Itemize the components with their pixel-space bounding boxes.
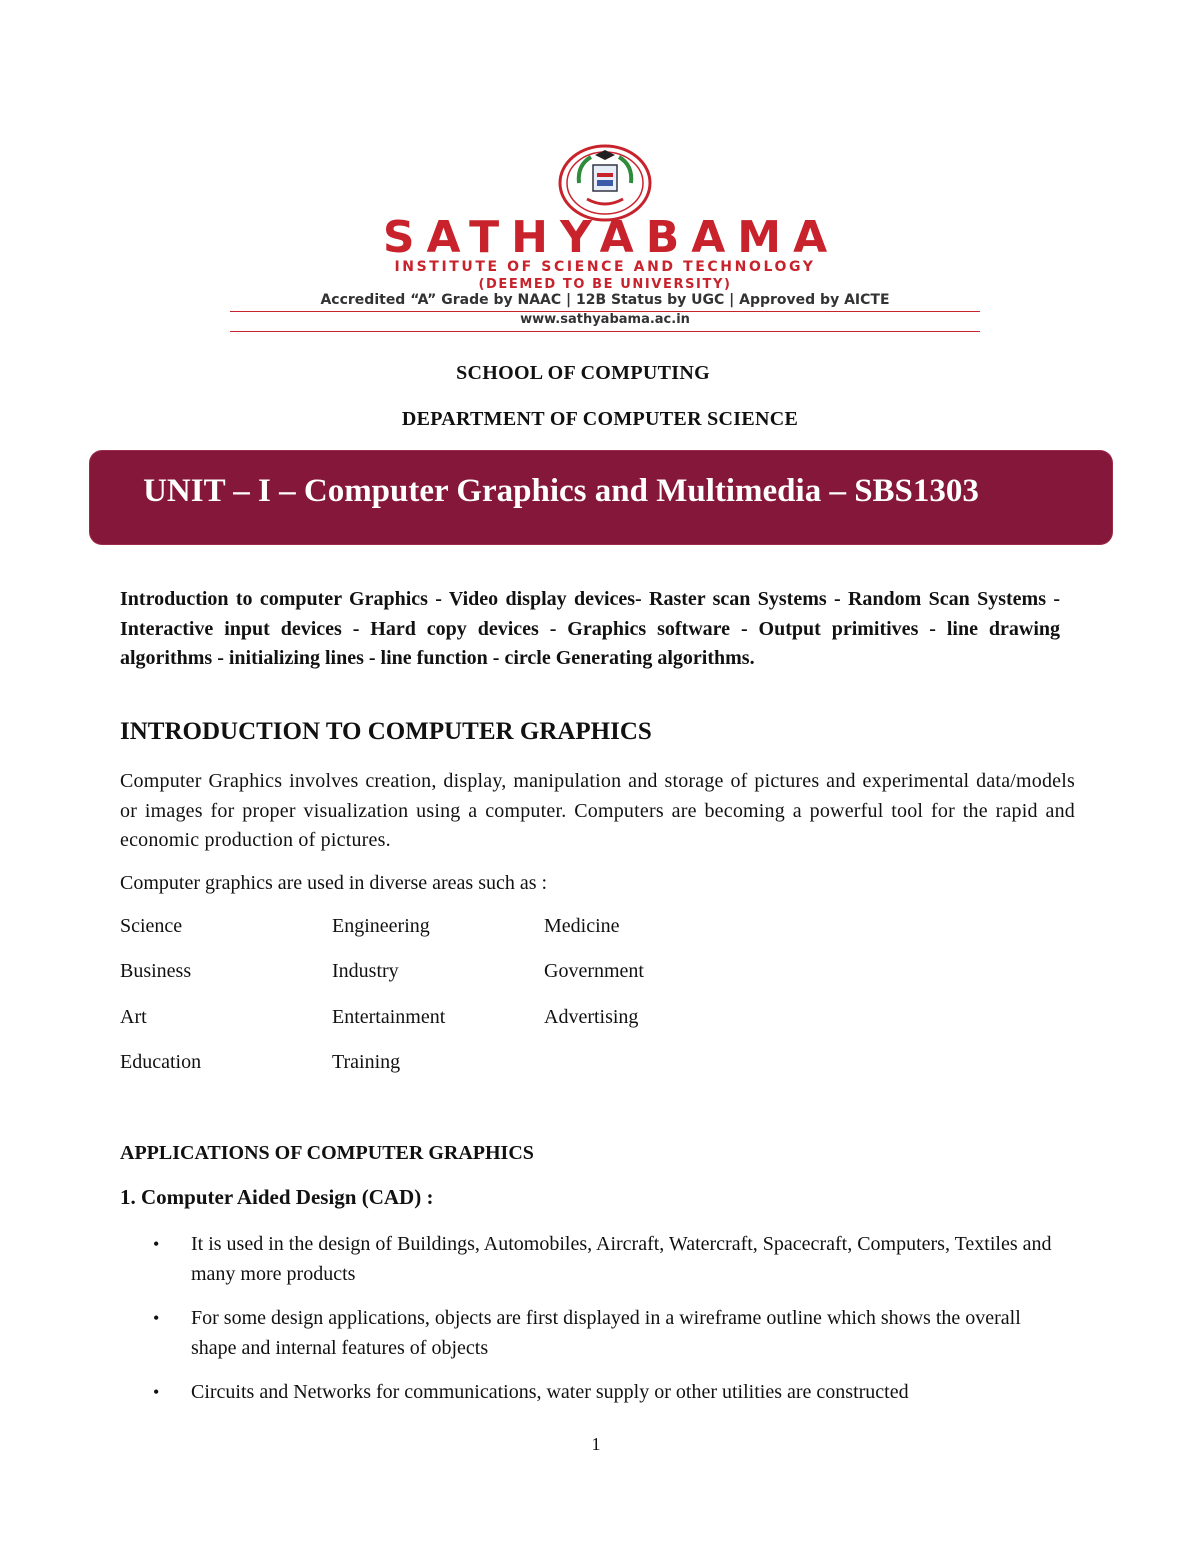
- logo-subtitle: INSTITUTE OF SCIENCE AND TECHNOLOGY: [394, 259, 816, 275]
- unit-topics: Introduction to computer Graphics - Video display devices- Raster scan Systems - Random Scan Systems - Interactive input devices - Hard copy devices - Graphics software - Output primitives - line drawing algorithms - initializing lines - line function - circle Generating algorithms.: [120, 588, 1060, 669]
- bullet-icon: •: [153, 1234, 160, 1254]
- area-item: Engineering: [332, 915, 430, 937]
- area-item: Medicine: [544, 915, 620, 937]
- school-name: SCHOOL OF COMPUTING: [456, 362, 710, 384]
- area-item: Industry: [332, 960, 399, 983]
- area-item: Science: [120, 915, 183, 937]
- intro-paragraph: Computer Graphics involves creation, display, manipulation and storage of pictures and experimental data/models or images for proper visualization using a computer. Computers are becoming a powerful tool for the rapid and economic production of pictures.: [120, 770, 1075, 851]
- list-item: [120, 1304, 1070, 1363]
- header-divider: [230, 331, 980, 332]
- page-number: 1: [591, 1434, 601, 1454]
- logo-name: SATHYABAMA: [382, 212, 840, 263]
- cad-bullet-list: [120, 1230, 1070, 1423]
- unit-banner: [90, 451, 1112, 544]
- area-item: Education: [120, 1050, 202, 1073]
- cad-heading: 1. Computer Aided Design (CAD) :: [120, 1185, 434, 1209]
- area-item: Training: [332, 1050, 401, 1073]
- unit-title: UNIT – I – Computer Graphics and Multimedia – SBS1303: [143, 473, 979, 509]
- areas-grid: [120, 915, 820, 1096]
- bullet-icon: •: [153, 1308, 160, 1328]
- bullet-text: For some design applications, objects are first displayed in a wireframe outline which shows the overall shape and internal features of objects: [191, 1307, 1021, 1359]
- areas-row: [120, 1051, 820, 1096]
- areas-row: [120, 1006, 820, 1051]
- list-item: [120, 1230, 1070, 1289]
- section-heading: INTRODUCTION TO COMPUTER GRAPHICS: [120, 718, 652, 745]
- bullet-text: It is used in the design of Buildings, Automobiles, Aircraft, Watercraft, Spacecraft, Computers, Textiles and many more products: [191, 1233, 1052, 1285]
- website-line: www.sathyabama.ac.in: [520, 312, 690, 327]
- list-item: [120, 1378, 1070, 1408]
- area-item: Advertising: [544, 1005, 639, 1028]
- university-emblem-icon: [557, 143, 653, 223]
- area-item: Entertainment: [332, 1005, 446, 1028]
- applications-heading: APPLICATIONS OF COMPUTER GRAPHICS: [120, 1142, 534, 1164]
- department-name: DEPARTMENT OF COMPUTER SCIENCE: [401, 408, 799, 430]
- areas-row: [120, 915, 820, 960]
- accreditation-line: Accredited “A” Grade by NAAC | 12B Status by UGC | Approved by AICTE: [320, 292, 890, 308]
- bullet-text: Circuits and Networks for communications, water supply or other utilities are constructed: [191, 1381, 909, 1403]
- logo-deemed: (DEEMED TO BE UNIVERSITY): [478, 277, 732, 292]
- area-item: Art: [120, 1005, 147, 1028]
- bullet-icon: •: [153, 1382, 160, 1402]
- area-item: Business: [120, 960, 192, 983]
- areas-row: [120, 960, 820, 1005]
- areas-intro: Computer graphics are used in diverse areas such as :: [120, 872, 548, 894]
- area-item: Government: [544, 960, 644, 983]
